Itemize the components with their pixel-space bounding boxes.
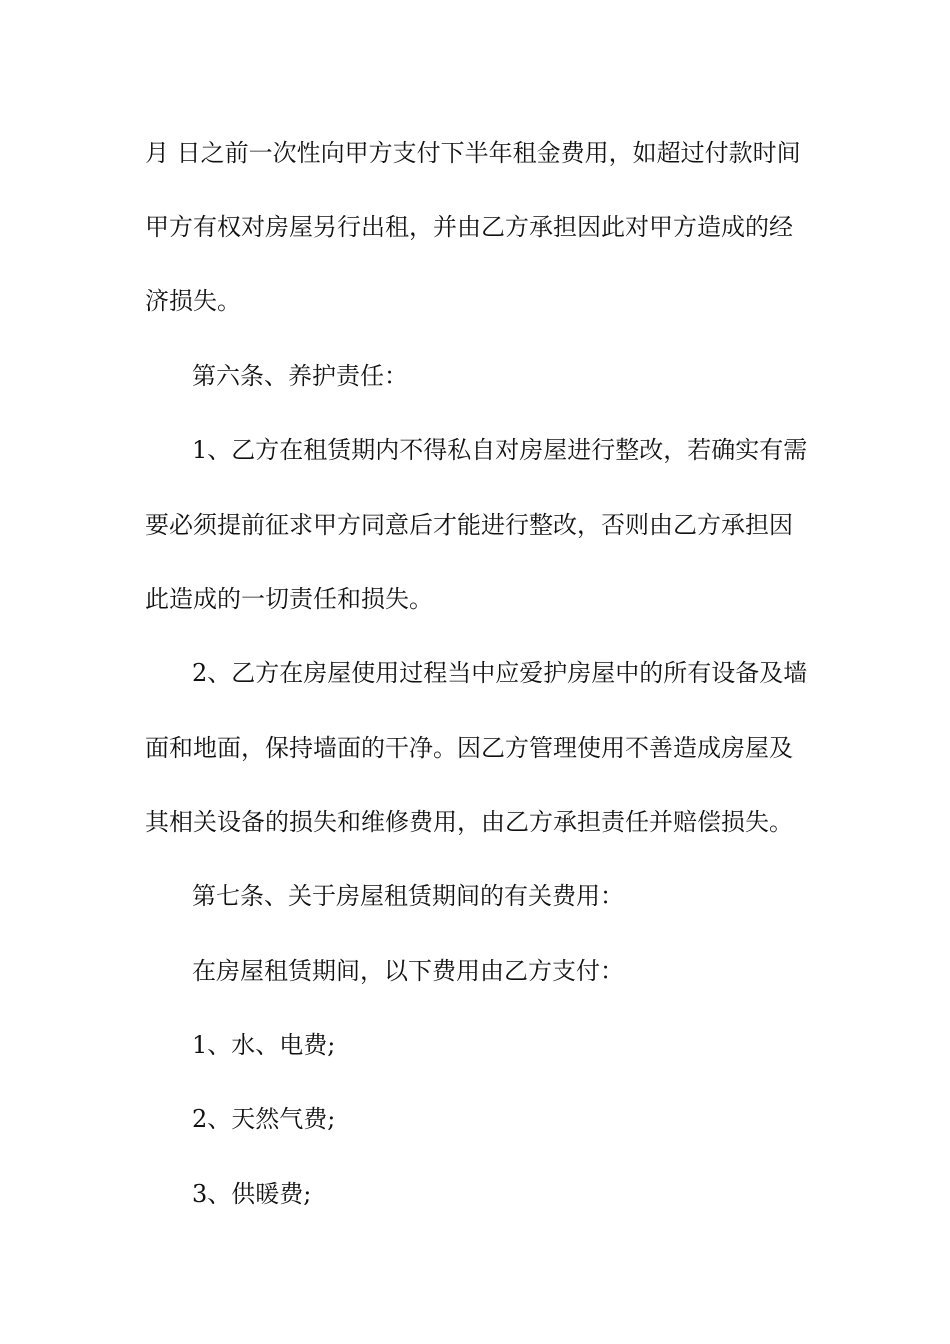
text-line-2: 甲方有权对房屋另行出租，并由乙方承担因此对甲方造成的经	[145, 213, 793, 241]
section-heading-article-7: 第七条、关于房屋租赁期间的有关费用：	[192, 882, 624, 910]
text-line-5: 1、乙方在租赁期内不得私自对房屋进行整改，若确实有需	[192, 436, 808, 464]
list-item-1: 1、水、电费;	[192, 1031, 336, 1059]
list-item-2: 2、天然气费;	[192, 1105, 336, 1133]
text-line-3: 济损失。	[145, 287, 241, 315]
text-line-10: 其相关设备的损失和维修费用，由乙方承担责任并赔偿损失。	[145, 808, 793, 836]
list-item-3: 3、供暖费;	[192, 1180, 312, 1208]
text-line-12: 在房屋租赁期间，以下费用由乙方支付：	[192, 957, 624, 985]
text-line-6: 要必须提前征求甲方同意后才能进行整改，否则由乙方承担因	[145, 511, 793, 539]
text-line-9: 面和地面，保持墙面的干净。因乙方管理使用不善造成房屋及	[145, 734, 793, 762]
section-heading-article-6: 第六条、养护责任：	[192, 362, 408, 390]
text-line-8: 2、乙方在房屋使用过程当中应爱护房屋中的所有设备及墙	[192, 659, 808, 687]
text-line-7: 此造成的一切责任和损失。	[145, 585, 433, 613]
text-line-1: 月 日之前一次性向甲方支付下半年租金费用，如超过付款时间	[145, 139, 801, 167]
